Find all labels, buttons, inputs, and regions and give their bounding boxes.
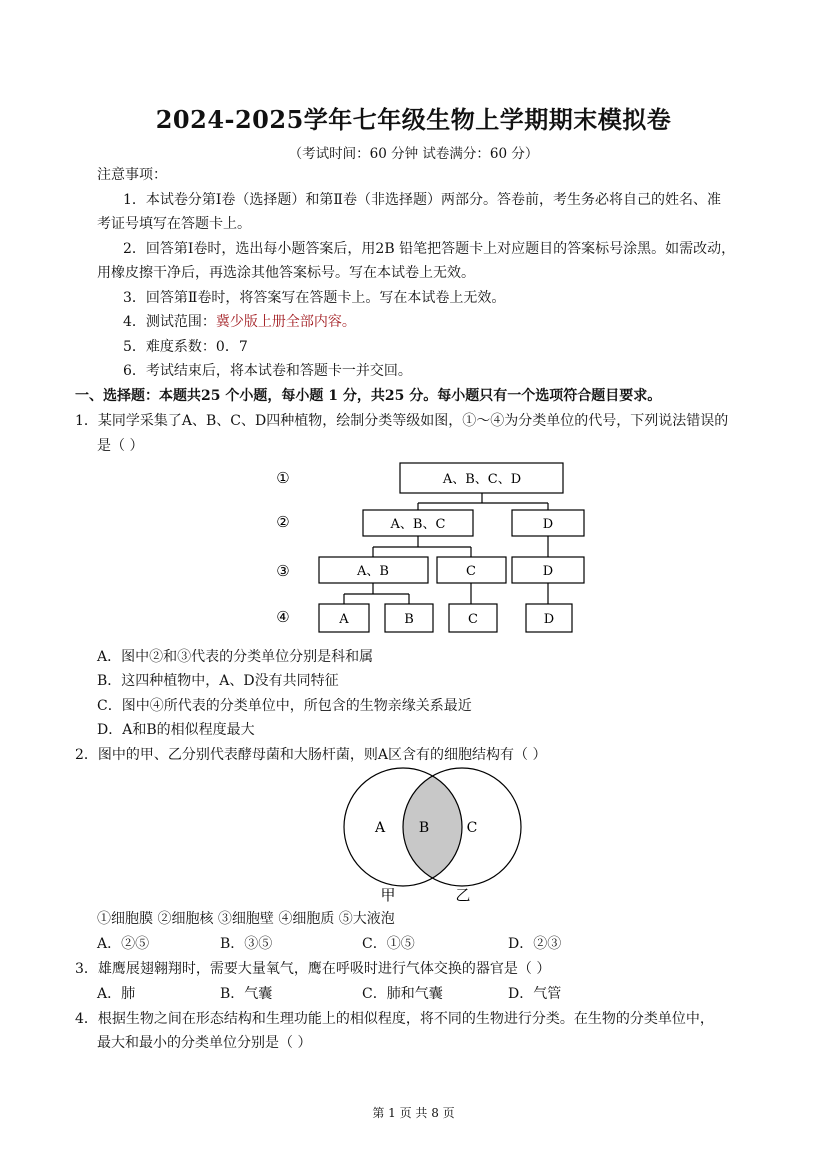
page-number: 第 1 页 共 8 页 [372,1106,455,1120]
box-row1-label: A、B、C、D [442,472,522,487]
q1-option-a: A．图中②和③代表的分类单位分别是科和属 [97,649,374,665]
box-row2-d-label: D [542,517,554,532]
venn-region-b: B [418,820,430,836]
box-row4-b-label: B [404,612,414,627]
venn-region-a: A [374,820,386,836]
level-label-4: ④ [276,608,290,626]
venn-region-c: C [466,820,478,836]
notice-item-2-line-1: 2．回答第Ⅰ卷时，选出每小题答案后，用2B 铅笔把答题卡上对应题目的答案标号涂黑。如需改动， [123,241,736,257]
venn-label-yi: 乙 [455,886,471,904]
box-row2-abc-label: A、B、C [390,517,446,532]
notice-item-6: 6．考试结束后，将本试卷和答题卡一并交回。 [123,363,412,379]
notice-item-5: 5．难度系数：0．7 [123,339,248,355]
q2-stem: 2．图中的甲、乙分别代表酵母菌和大肠杆菌，则A区含有的细胞结构有（ ） [75,747,547,763]
level-label-1: ① [276,469,290,487]
level-label-2: ② [276,513,290,531]
page-title: 2024-2025学年七年级生物上学期期末模拟卷 [155,105,672,134]
q4-stem-line-1: 4．根据生物之间在形态结构和生理功能上的相似程度，将不同的生物进行分类。在生物的分类单位中， [75,1011,714,1027]
notice-item-2-line-2: 用橡皮擦干净后，再选涂其他答案标号。写在本试卷上无效。 [97,265,475,281]
q3-stem: 3．雄鹰展翅翱翔时，需要大量氧气，鹰在呼吸时进行气体交换的器官是（ ） [75,961,551,977]
q1-stem-line-1: 1．某同学采集了A、B、C、D四种植物，绘制分类等级如图，①～④为分类单位的代号，下列说法错误的 [75,413,729,429]
notice-heading: 注意事项： [97,167,167,183]
section-heading: 一、选择题：本题共25 个小题，每小题 1 分，共25 分。每小题只有一个选项符合题目要求。 [75,388,662,404]
q3-option-a: A．肺 [97,986,136,1002]
q2-option-b: B．③⑤ [220,936,273,952]
q1-option-d: D．A和B的相似程度最大 [97,722,255,738]
box-row3-c-label: C [466,564,476,579]
q4-stem-line-2: 最大和最小的分类单位分别是（ ） [97,1035,312,1051]
venn-label-jia: 甲 [380,886,396,904]
q1-stem-line-2: 是（ ） [97,438,144,454]
notice-item-3: 3．回答第Ⅱ卷时，将答案写在答题卡上。写在本试卷上无效。 [123,290,506,306]
box-row3-d-label: D [542,564,554,579]
box-row4-d-label: D [543,612,555,627]
level-label-3: ③ [276,562,290,580]
q2-option-a: A．②⑤ [97,936,150,952]
notice-item-1-line-1: 1．本试卷分第Ⅰ卷（选择题）和第Ⅱ卷（非选择题）两部分。答卷前，考生务必将自己的姓名、准 [123,192,721,208]
notice-item-4-label: 4．测试范围： [123,314,216,330]
q1-option-b: B．这四种植物中，A、D没有共同特征 [97,673,339,689]
q2-option-d: D．②③ [508,936,562,952]
q3-option-b: B．气囊 [220,986,273,1002]
q1-option-c: C．图中④所代表的分类单位中，所包含的生物亲缘关系最近 [97,698,472,714]
test-scope: 冀少版上册全部内容。 [215,314,356,330]
q2-option-c: C．①⑤ [362,936,415,952]
notice-item-1-line-2: 考证号填写在答题卡上。 [97,216,251,232]
box-row4-a-label: A [339,612,349,627]
q3-option-d: D．气管 [508,986,562,1002]
exam-info: （考试时间：60 分钟 试卷满分：60 分） [288,146,539,162]
box-row3-ab-label: A、B [357,564,389,579]
box-row4-c-label: C [468,612,478,627]
q2-structure-list: ①细胞膜 ②细胞核 ③细胞壁 ④细胞质 ⑤大液泡 [97,911,395,927]
q3-option-c: C．肺和气囊 [362,986,443,1002]
